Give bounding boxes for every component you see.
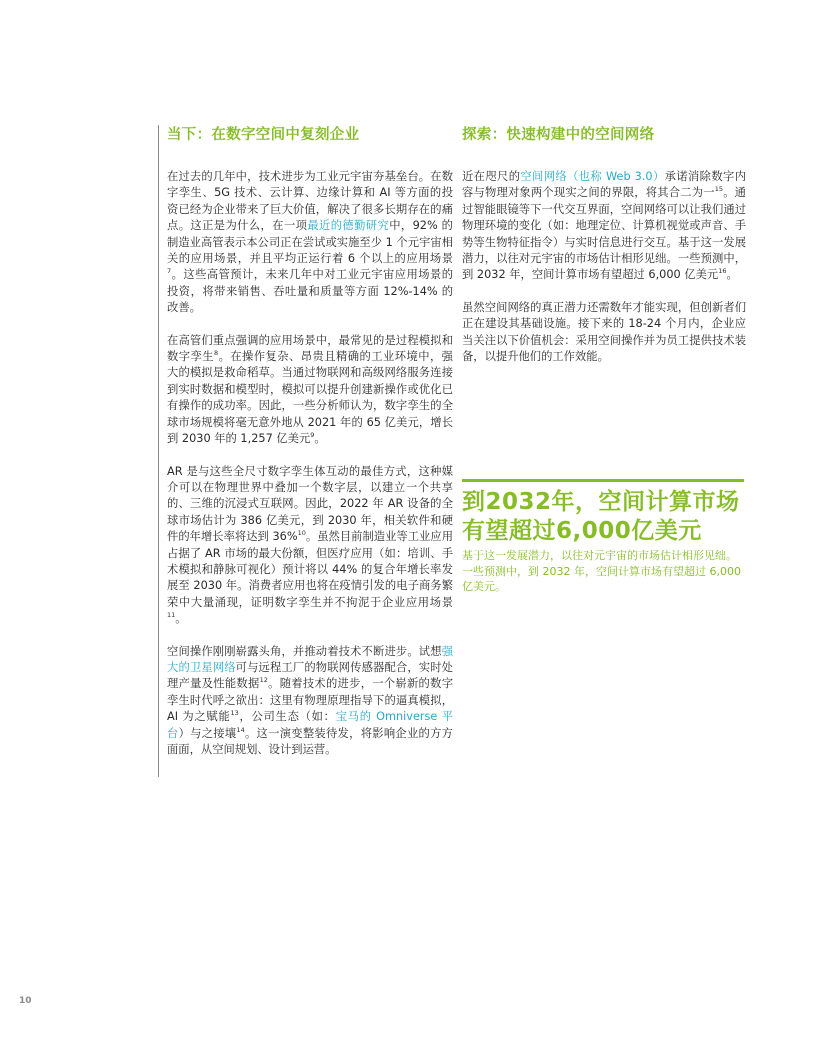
- footnote-ref: 7: [167, 267, 172, 276]
- footnote-ref: 15: [714, 185, 723, 194]
- left-paragraph-4: 空间操作刚刚崭露头角，并推动着技术不断进步。试想强大的卫星网络可与远程工厂的物联网传感器配合，实时处理产量及性能数据$^{12}$。随着技术的进步，一个崭新的数字孪生时代呼之欲出：这里有物理原理指导下的逼真模拟，AI 为之赋能$^{13}$，公司生态（如：宝马的 Omniverse 平台）与之接壤$^{14}$。这一演变整装待发，将影响企业的方方面面，从空间规划、设计到运营。: [167, 644, 453, 756]
- footnote-ref: 9: [310, 431, 315, 440]
- page-number: 10: [19, 996, 32, 1006]
- left-paragraph-1: 在过去的几年中，技术进步为工业元宇宙夯基垒台。在数字孪生、5G 技术、云计算、边缘计算和 AI 等方面的投资已经为企业带来了巨大价值，解决了很多长期存在的痛点。这正是为什么，在一项最近的德勤研究中，92% 的制造业高管表示本公司正在尝试或实施至少 1 个元宇宙相关的应用场景，并且平均正运行着 6 个以上的应用场景$^7$。这些高管预计，未来几年中对工业元宇宙应用场景的投资，将带来销售、吞吐量和质量等方面 12%-14% 的改善。: [167, 170, 453, 315]
- footnote-ref: 10: [297, 529, 306, 538]
- bmw-omniverse-link[interactable]: 宝马的 Omniverse 平台: [167, 710, 453, 740]
- footnote-ref: 14: [236, 725, 245, 734]
- pull-quote-text: 基于这一发展潜力，以往对元宇宙的市场估计相形见绌。一些预测中，到 2032 年，空间计算市场有望超过 6,000 亿美元。: [462, 549, 741, 593]
- left-heading: 当下：在数字空间中复刻企业: [167, 127, 360, 143]
- right-heading: 探索：快速构建中的空间网络: [462, 127, 655, 143]
- right-column: [462, 125, 746, 381]
- spatial-web-link[interactable]: 空间网络（也称 Web 3.0）: [520, 170, 665, 183]
- deloitte-study-link[interactable]: 最近的德勤研究: [307, 219, 390, 233]
- footnote-ref: 16: [718, 267, 727, 276]
- satellite-network-link[interactable]: 强大的卫星网络: [167, 644, 453, 674]
- left-paragraph-2: 在高管们重点强调的应用场景中，最常见的是过程模拟和数字孪生$^8$。在操作复杂、昂贵且精确的工业环境中，强大的模拟是救命稻草。当通过物联网和高级网络服务连接到实时数据和模型时，模拟可以提升创建新操作或优化已有操作的成功率。因此，一些分析师认为，数字孪生的全球市场规模将毫无意外地从 2021 年的 65 亿美元，增长到 2030 年的 1,257 亿美元$^9$。: [167, 333, 453, 446]
- left-paragraph-3: AR 是与这些全尺寸数字孪生体互动的最佳方式，这种媒介可以在物理世界中叠加一个数字层，以建立一个共享的、三维的沉浸式互联网。因此，2022 年 AR 设备的全球市场估计为 386 亿美元，到 2030 年，相关软件和硬件的年增长率将达到 36%$^{10}$。虽然目前制造业等工业应用占据了 AR 市场的最大份额，但医疗应用（如：培训、手术模拟和静脉可视化）预计将以 44% 的复合年增长率发展至 2030 年。消费者应用也将在疫情引发的电子商务繁荣中大量涌现，证明数字孪生并不拘泥于企业应用场景$^{11}$。: [167, 464, 453, 626]
- footnote-ref: 13: [230, 709, 239, 718]
- footnote-ref: 8: [213, 349, 219, 358]
- left-column: [158, 125, 453, 777]
- footnote-ref: 11: [167, 611, 176, 620]
- right-paragraph-1: 近在咫尺的空间网络（也称 Web 3.0）承诺消除数字内容与物理对象两个现实之间的界限，将其合二为一$^{15}$。通过智能眼镜等下一代交互界面，空间网络可以让我们通过物理环境的变化（如：地理定位、计算机视觉或声音、手势等生物特征指令）与实时信息进行交互。基于这一发展潜力，以往对元宇宙的市场估计相形见绌。一些预测中，到 2032 年，空间计算市场有望超过 6,000 亿美元$^{16}$。: [462, 170, 746, 282]
- footnote-ref: 12: [259, 676, 268, 685]
- pull-quote: [462, 479, 744, 595]
- right-paragraph-2: 虽然空间网络的真正潜力还需数年才能实现，但创新者们正在建设其基础设施。接下来的 18-24 个月内，企业应当关注以下价值机会：采用空间操作并为员工提供技术装备，以提升他们的工作效能。: [462, 300, 746, 364]
- pull-quote-headline: 到2032年，空间计算市场有望超过6,000亿美元: [462, 489, 740, 544]
